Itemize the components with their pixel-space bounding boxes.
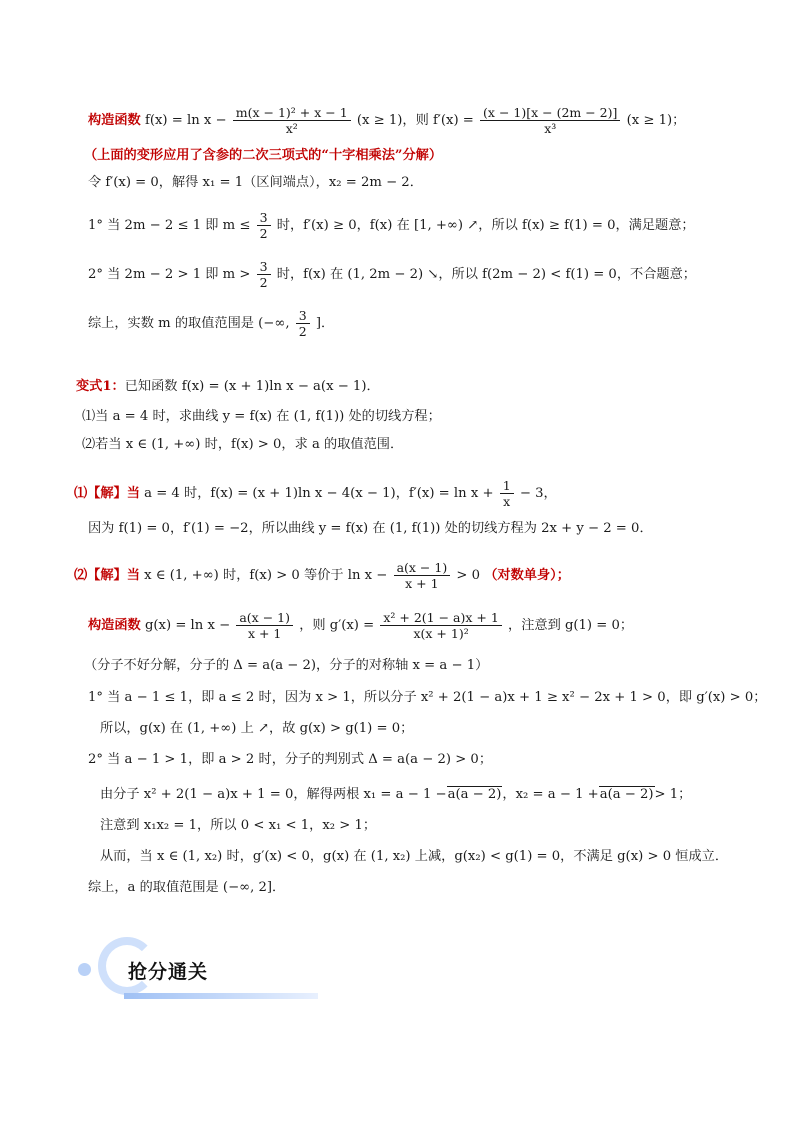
fraction: $\frac{a(x - 1)}{x + 1}$: [394, 560, 451, 591]
text-line: 1° 当 a − 1 ≤ 1，即 a ≤ 2 时，因为 x > 1，所以分子 x² + 2(1 − a)x + 1 ≥ x² − 2x + 1 > 0，即 g′(x) > 0；: [88, 690, 767, 705]
question-1: ⑴当 a = 4 时，求曲线 y = f(x) 在 (1, f(1)) 处的切线方程；: [82, 409, 441, 424]
variant-title: 变式1：: [76, 379, 125, 394]
solution-tag: ⑵【解】当: [74, 568, 140, 583]
solution-note: （对数单身）；: [484, 568, 570, 583]
variant-statement: 变式1：已知函数 f(x) = (x + 1)ln x − a(x − 1)．: [76, 379, 380, 394]
conclusion-line: 综上，实数 m 的取值范围是 (−∞, $\frac{3}{2}$ ]．: [88, 308, 335, 339]
fraction: $\frac{3}{2}$: [296, 308, 310, 339]
text-line: 2° 当 a − 1 > 1，即 a > 2 时，分子的判别式 Δ = a(a − 2) > 0；: [88, 752, 493, 767]
text-line: （分子不好分解，分子的 Δ = a(a − 2)，分子的对称轴 x = a − 1）: [84, 658, 489, 673]
fraction: $\frac{3}{2}$: [257, 210, 271, 241]
banner-underline: [124, 993, 318, 999]
note-line: （上面的变形应用了含参的二次三项式的“十字相乘法”分解）: [84, 148, 443, 163]
fraction: $\frac{1}{x}$: [500, 478, 514, 509]
text-line: 由分子 x² + 2(1 − a)x + 1 = 0，解得两根 x₁ = a − 1 −a(a − 2)，x₂ = a − 1 +a(a − 2)> 1；: [100, 787, 692, 802]
text-line: 令 f′(x) = 0，解得 x₁ = 1（区间端点），x₂ = 2m − 2．: [88, 175, 423, 190]
fraction: $\frac{a(x - 1)}{x + 1}$: [236, 610, 293, 641]
fraction: $\frac{(x - 1)[x - (2m - 2)]}{\text{x³}}$: [480, 105, 620, 136]
fraction: $\frac{\text{m(x − 1)² + x − 1}}{\text{x²}}$: [233, 105, 351, 136]
sqrt: a(a − 2): [599, 787, 654, 802]
fraction: $\frac{\text{x² + 2(1 − a)x + 1}}{\text{x(x + 1)²}}$: [380, 610, 501, 641]
solution-2-line-2: 构造函数 g(x) = ln x − $\frac{a(x - 1)}{x + 1}$ ，则 g′(x) = $\frac{\text{x² + 2(1 − a)x + 1}}{\text{x(x + 1)²}}$ ，注意到 g(1) = 0；: [88, 610, 634, 641]
text-line: 注意到 x₁x₂ = 1，所以 0 < x₁ < 1，x₂ > 1；: [100, 818, 377, 833]
fraction: $\frac{3}{2}$: [257, 259, 271, 290]
construct-label: 构造函数: [88, 113, 141, 128]
question-2: ⑵若当 x ∈ (1, +∞) 时，f(x) > 0，求 a 的取值范围．: [82, 437, 404, 452]
solution-1-line-1: ⑴【解】当 a = 4 时，f(x) = (x + 1)ln x − 4(x − 1)，f′(x) = ln x + $\frac{1}{x}$ − 3，: [74, 478, 557, 509]
case-2-line: 2° 当 2m − 2 > 1 即 m > $\frac{3}{2}$ 时，f(x) 在 (1, 2m − 2) ↘，所以 f(2m − 2) < f(1) = 0，不合题意；: [88, 259, 696, 290]
solution-tag: ⑴【解】当: [74, 486, 140, 501]
sqrt: a(a − 2): [447, 787, 502, 802]
construct-line-1: 构造函数 f(x) = ln x − $\frac{\text{m(x − 1)² + x − 1}}{\text{x²}}$ (x ≥ 1)，则 f′(x) = $\frac{(x - 1)[x - (2m - 2)]}{\text{x³}}$ (x ≥ 1)；: [88, 105, 686, 136]
banner-dot-icon: [78, 963, 91, 976]
text-line: 从而，当 x ∈ (1, x₂) 时，g′(x) < 0，g(x) 在 (1, x₂) 上减，g(x₂) < g(1) = 0，不满足 g(x) > 0 恒成立．: [100, 849, 729, 864]
case-1-line: 1° 当 2m − 2 ≤ 1 即 m ≤ $\frac{3}{2}$ 时，f′(x) ≥ 0，f(x) 在 [1, +∞) ↗，所以 f(x) ≥ f(1) = 0，满足题意；: [88, 210, 695, 241]
solution-1-line-2: 因为 f(1) = 0，f′(1) = −2，所以曲线 y = f(x) 在 (1, f(1)) 处的切线方程为 2x + y − 2 = 0．: [88, 521, 653, 536]
section-banner: [78, 935, 268, 1005]
text-line: 所以，g(x) 在 (1, +∞) 上 ↗，故 g(x) > g(1) = 0；: [100, 721, 414, 736]
solution-2-line-1: ⑵【解】当 x ∈ (1, +∞) 时，f(x) > 0 等价于 ln x − $\frac{a(x - 1)}{x + 1}$ > 0 （对数单身）；: [74, 560, 570, 591]
section-title: 抢分通关: [128, 961, 209, 983]
text-line: 综上，a 的取值范围是 (−∞, 2]．: [88, 880, 286, 895]
